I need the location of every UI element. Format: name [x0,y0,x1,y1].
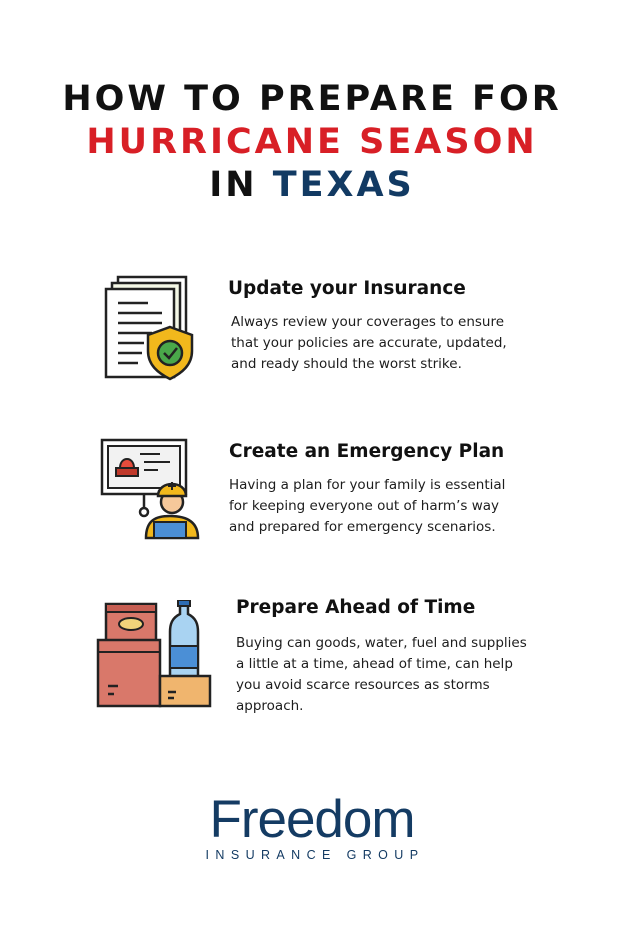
body-line: for keeping everyone out of harm’s way [229,498,500,514]
title-line-3 [0,165,624,205]
section-heading: Prepare Ahead of Time [236,597,476,618]
logo-name: Freedom [209,790,415,849]
body-line: and prepared for emergency scenarios. [229,519,496,535]
section-emergency-plan [0,428,624,558]
section-update-insurance [0,265,624,395]
logo-subtitle: INSURANCE GROUP [205,848,425,862]
title-line-3-accent: TEXAS [272,165,415,205]
body-line: Buying can goods, water, fuel and supplies [236,635,527,651]
body-line: approach. [236,698,304,714]
body-line: Having a plan for your family is essential [229,477,506,493]
body-line: Always review your coverages to ensure [231,314,505,330]
body-line: and ready should the worst strike. [231,356,462,372]
supplies-boxes-water-bottle-icon [96,600,212,712]
body-line: you avoid scarce resources as storms [236,677,490,693]
freedom-insurance-logo [0,790,624,862]
title-line-2: HURRICANE SEASON [86,122,538,162]
section-heading: Create an Emergency Plan [229,441,505,462]
section-body [229,475,505,538]
body-line: that your policies are accurate, updated, [231,335,507,351]
section-heading: Update your Insurance [228,278,466,299]
section-body [231,312,507,375]
body-line: a little at a time, ahead of time, can help [236,656,513,672]
insurance-documents-shield-icon [104,275,196,387]
emergency-plan-board-worker-icon [100,436,206,546]
title-line-3-prefix: IN [209,165,273,205]
title-line-1: HOW TO PREPARE FOR [62,79,562,119]
section-body [236,633,527,717]
section-prepare-ahead [0,586,624,716]
